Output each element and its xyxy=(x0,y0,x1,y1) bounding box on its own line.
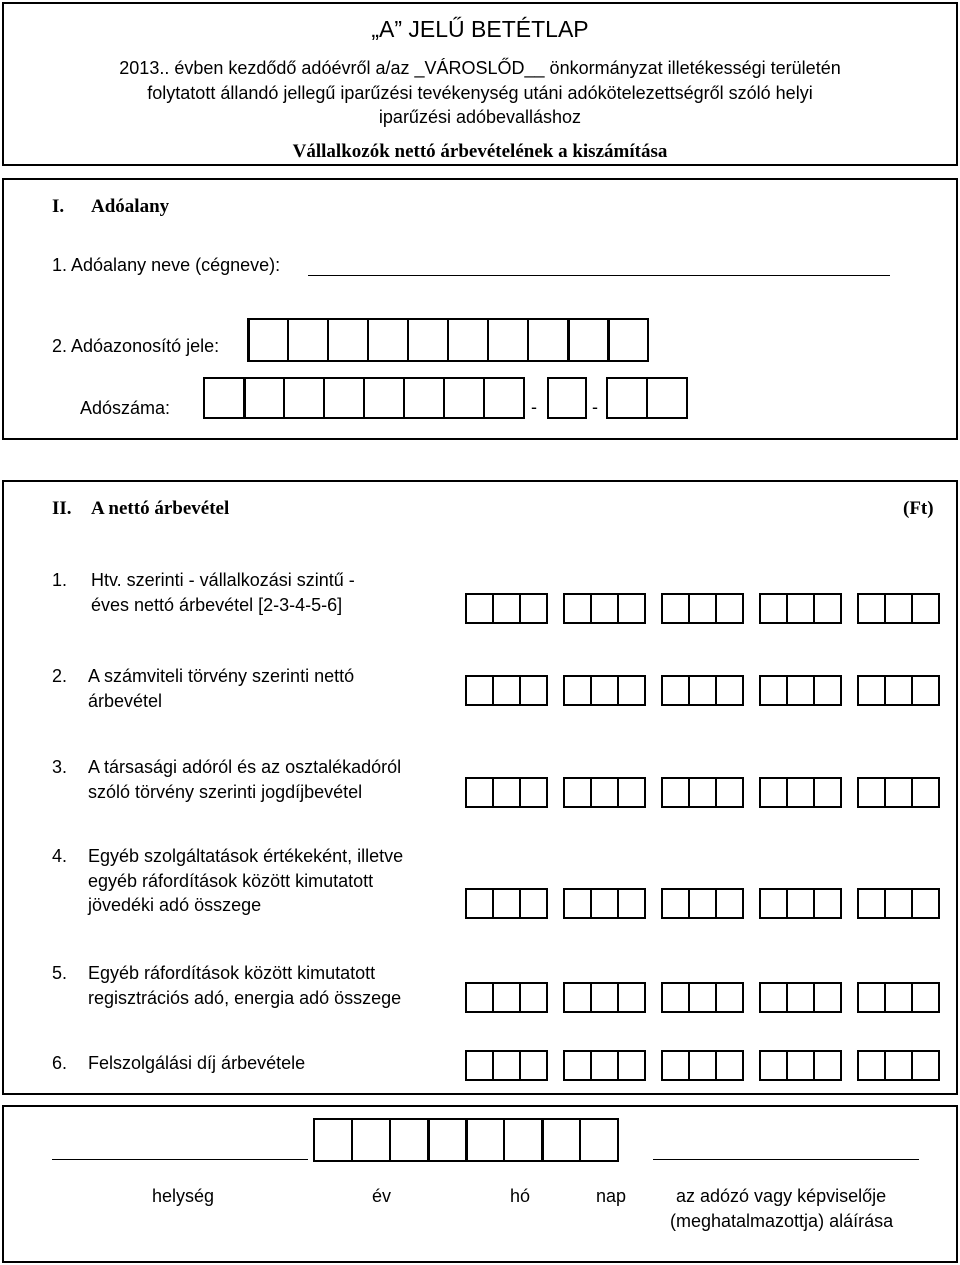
amount-digit-cell[interactable] xyxy=(465,777,494,808)
amount-digit-group[interactable] xyxy=(661,593,744,624)
amount-digit-cell[interactable] xyxy=(715,777,744,808)
item-label-line: szóló törvény szerinti jogdíjbevétel xyxy=(88,781,363,802)
amount-digit-cell[interactable] xyxy=(786,777,815,808)
amount-digit-cell[interactable] xyxy=(759,675,788,706)
amount-digit-group[interactable] xyxy=(465,982,548,1013)
amount-digit-cell[interactable] xyxy=(857,593,886,624)
tax-number-dash-1: - xyxy=(531,397,537,417)
day-label: nap xyxy=(596,1186,627,1206)
amount-digit-cell[interactable] xyxy=(590,777,619,808)
tax-number-cell[interactable] xyxy=(283,377,325,419)
amount-digit-cell[interactable] xyxy=(519,982,548,1013)
amount-digit-group[interactable] xyxy=(661,1050,744,1081)
amount-digit-cell[interactable] xyxy=(688,675,717,706)
amount-digit-cell[interactable] xyxy=(884,1050,913,1081)
amount-digit-cell[interactable] xyxy=(813,982,842,1013)
section-ii-title: A nettó árbevétel xyxy=(91,498,230,519)
amount-digit-cell[interactable] xyxy=(661,777,690,808)
amount-digit-cell[interactable] xyxy=(857,675,886,706)
section-i-number: I. xyxy=(52,196,65,217)
item-label-line: Egyéb szolgáltatások értékeként, illetve xyxy=(88,846,404,866)
date-cell[interactable] xyxy=(503,1118,543,1162)
amount-digit-cell[interactable] xyxy=(813,777,842,808)
tax-id-cell[interactable] xyxy=(367,318,409,362)
tax-number-dash-2: - xyxy=(592,397,598,417)
tax-id-label: 2. Adóazonosító jele: xyxy=(52,336,220,356)
amount-digit-group[interactable] xyxy=(857,593,940,624)
amount-digit-cell[interactable] xyxy=(759,593,788,624)
date-cell[interactable] xyxy=(427,1118,467,1162)
amount-digit-cell[interactable] xyxy=(519,593,548,624)
year-label: év xyxy=(372,1186,392,1206)
item-label-line: egyéb ráfordítások között kimutatott xyxy=(88,870,374,891)
date-field[interactable] xyxy=(313,1118,619,1162)
amount-digit-group[interactable] xyxy=(857,777,940,808)
tax-id-cell[interactable] xyxy=(447,318,489,362)
amount-digit-group[interactable] xyxy=(857,675,940,706)
amount-digit-cell[interactable] xyxy=(911,982,940,1013)
tax-number-cell[interactable] xyxy=(483,377,525,419)
item-label-line: árbevétel xyxy=(88,690,163,711)
amount-digit-cell[interactable] xyxy=(563,675,592,706)
form-subtitle: Vállalkozók nettó árbevételének a kiszámítása xyxy=(292,141,668,162)
amount-digit-group[interactable] xyxy=(563,888,646,919)
tax-id-field[interactable] xyxy=(247,318,649,362)
date-cell[interactable] xyxy=(389,1118,429,1162)
tax-number-cell[interactable] xyxy=(203,377,245,419)
amount-digit-cell[interactable] xyxy=(563,593,592,624)
amount-digit-cell[interactable] xyxy=(590,593,619,624)
month-label: hó xyxy=(510,1186,531,1206)
item-label-line: éves nettó árbevétel [2-3-4-5-6] xyxy=(91,594,343,615)
amount-digit-cell[interactable] xyxy=(519,1050,548,1081)
amount-digit-cell[interactable] xyxy=(688,1050,717,1081)
tax-number-cell[interactable] xyxy=(606,377,648,419)
amount-digit-cell[interactable] xyxy=(617,982,646,1013)
item-number: 4. xyxy=(52,846,68,866)
amount-digit-cell[interactable] xyxy=(519,888,548,919)
tax-number-cell[interactable] xyxy=(403,377,445,419)
tax-id-cell[interactable] xyxy=(487,318,529,362)
amount-digit-group[interactable] xyxy=(465,593,548,624)
tax-id-cell[interactable] xyxy=(607,318,649,362)
tax-id-cell[interactable] xyxy=(407,318,449,362)
signature-label-2: (meghatalmazottja) aláírása xyxy=(670,1211,894,1231)
form-title: „A” JELŰ BETÉTLAP xyxy=(371,16,589,42)
tax-number-part-2[interactable] xyxy=(547,377,587,419)
amount-digit-cell[interactable] xyxy=(688,888,717,919)
section-ii-number: II. xyxy=(52,498,72,519)
amount-digit-cell[interactable] xyxy=(857,888,886,919)
amount-digit-cell[interactable] xyxy=(519,675,548,706)
amount-digit-cell[interactable] xyxy=(590,1050,619,1081)
amount-digit-group[interactable] xyxy=(563,777,646,808)
amount-digit-cell[interactable] xyxy=(465,888,494,919)
amount-digit-cell[interactable] xyxy=(884,777,913,808)
amount-digit-cell[interactable] xyxy=(661,888,690,919)
amount-digit-cell[interactable] xyxy=(786,593,815,624)
amount-digit-group[interactable] xyxy=(465,888,548,919)
amount-digit-group[interactable] xyxy=(661,888,744,919)
tax-id-cell[interactable] xyxy=(527,318,569,362)
amount-digit-group[interactable] xyxy=(563,1050,646,1081)
amount-digit-group[interactable] xyxy=(759,593,842,624)
tax-number-cell[interactable] xyxy=(547,377,587,419)
amount-digit-cell[interactable] xyxy=(813,675,842,706)
amount-digit-cell[interactable] xyxy=(759,982,788,1013)
item-label-line: Felszolgálási díj árbevétele xyxy=(88,1053,306,1073)
tax-number-part-3[interactable] xyxy=(606,377,688,419)
tax-number-part-1[interactable] xyxy=(203,377,525,419)
amount-digit-cell[interactable] xyxy=(465,593,494,624)
amount-digit-cell[interactable] xyxy=(492,888,521,919)
item-number: 5. xyxy=(52,963,68,983)
item-number: 6. xyxy=(52,1053,68,1073)
amount-digit-cell[interactable] xyxy=(857,1050,886,1081)
amount-digit-group[interactable] xyxy=(465,675,548,706)
amount-digit-cell[interactable] xyxy=(813,593,842,624)
amount-digit-cell[interactable] xyxy=(786,1050,815,1081)
amount-digit-group[interactable] xyxy=(563,675,646,706)
item-number: 1. xyxy=(52,570,68,590)
amount-digit-cell[interactable] xyxy=(759,888,788,919)
amount-digit-group[interactable] xyxy=(857,1050,940,1081)
amount-digit-cell[interactable] xyxy=(590,982,619,1013)
amount-digit-cell[interactable] xyxy=(563,777,592,808)
amount-digit-cell[interactable] xyxy=(884,675,913,706)
taxpayer-name-field[interactable] xyxy=(308,275,890,276)
amount-digit-cell[interactable] xyxy=(857,777,886,808)
amount-digit-cell[interactable] xyxy=(715,982,744,1013)
amount-digit-cell[interactable] xyxy=(759,777,788,808)
amount-digit-cell[interactable] xyxy=(911,777,940,808)
item-label-line: A számviteli törvény szerinti nettó xyxy=(88,666,355,686)
item-number: 2. xyxy=(52,666,68,686)
amount-digit-group[interactable] xyxy=(661,777,744,808)
amount-digit-cell[interactable] xyxy=(492,593,521,624)
amount-digit-cell[interactable] xyxy=(715,1050,744,1081)
amount-digit-cell[interactable] xyxy=(688,982,717,1013)
item-number: 3. xyxy=(52,757,68,777)
place-label: helység xyxy=(152,1186,215,1206)
amount-digit-group[interactable] xyxy=(465,777,548,808)
amount-digit-cell[interactable] xyxy=(590,888,619,919)
amount-digit-cell[interactable] xyxy=(911,888,940,919)
tax-id-cell[interactable] xyxy=(567,318,609,362)
amount-digit-cell[interactable] xyxy=(813,1050,842,1081)
taxpayer-name-label: 1. Adóalany neve (cégneve): xyxy=(52,255,281,275)
signature-field[interactable] xyxy=(653,1159,919,1160)
amount-digit-group[interactable] xyxy=(465,1050,548,1081)
amount-digit-cell[interactable] xyxy=(492,982,521,1013)
tax-number-cell[interactable] xyxy=(323,377,365,419)
amount-digit-group[interactable] xyxy=(661,982,744,1013)
amount-digit-cell[interactable] xyxy=(911,675,940,706)
tax-id-cell[interactable] xyxy=(247,318,289,362)
amount-digit-group[interactable] xyxy=(759,777,842,808)
amount-digit-cell[interactable] xyxy=(911,1050,940,1081)
tax-number-cell[interactable] xyxy=(243,377,285,419)
amount-digit-cell[interactable] xyxy=(465,1050,494,1081)
amount-digit-group[interactable] xyxy=(759,982,842,1013)
amount-digit-cell[interactable] xyxy=(884,593,913,624)
amount-digit-cell[interactable] xyxy=(715,675,744,706)
date-cell[interactable] xyxy=(313,1118,353,1162)
amount-digit-group[interactable] xyxy=(759,888,842,919)
amount-digit-cell[interactable] xyxy=(884,888,913,919)
amount-digit-group[interactable] xyxy=(661,675,744,706)
signature-label-1: az adózó vagy képviselője xyxy=(676,1186,887,1206)
amount-digit-cell[interactable] xyxy=(617,888,646,919)
tax-number-label: Adószáma: xyxy=(80,398,171,418)
amount-digit-cell[interactable] xyxy=(617,777,646,808)
amount-digit-cell[interactable] xyxy=(715,593,744,624)
amount-digit-cell[interactable] xyxy=(519,777,548,808)
date-cell[interactable] xyxy=(579,1118,619,1162)
section-i-title: Adóalany xyxy=(91,196,170,217)
amount-digit-group[interactable] xyxy=(563,982,646,1013)
amount-digit-cell[interactable] xyxy=(563,982,592,1013)
date-cell[interactable] xyxy=(465,1118,505,1162)
amount-digit-cell[interactable] xyxy=(661,593,690,624)
amount-digit-cell[interactable] xyxy=(661,675,690,706)
amount-digit-cell[interactable] xyxy=(786,888,815,919)
amount-digit-cell[interactable] xyxy=(857,982,886,1013)
item-label-line: regisztrációs adó, energia adó összege xyxy=(88,987,402,1008)
amount-digit-cell[interactable] xyxy=(786,675,815,706)
amount-digit-cell[interactable] xyxy=(688,593,717,624)
amount-digit-cell[interactable] xyxy=(492,777,521,808)
amount-digit-cell[interactable] xyxy=(590,675,619,706)
item-label-line: Egyéb ráfordítások között kimutatott xyxy=(88,963,376,983)
amount-digit-cell[interactable] xyxy=(661,982,690,1013)
amount-digit-group[interactable] xyxy=(759,675,842,706)
amount-digit-cell[interactable] xyxy=(617,593,646,624)
header-line-2: folytatott állandó jellegű iparűzési tevékenység utáni adókötelezettségről szóló helyi xyxy=(147,83,813,103)
header-line-3: iparűzési adóbevalláshoz xyxy=(378,107,582,127)
amount-digit-cell[interactable] xyxy=(617,675,646,706)
header-line-1: 2013.. évben kezdődő adóévről a/az _VÁROSLŐD__ önkormányzat illetékességi területén xyxy=(119,58,841,78)
amount-digit-cell[interactable] xyxy=(617,1050,646,1081)
amount-digit-group[interactable] xyxy=(759,1050,842,1081)
amount-digit-cell[interactable] xyxy=(661,1050,690,1081)
amount-digit-cell[interactable] xyxy=(492,1050,521,1081)
amount-digit-cell[interactable] xyxy=(563,1050,592,1081)
item-label-line: Htv. szerinti - vállalkozási szintű - xyxy=(91,570,355,590)
amount-digit-group[interactable] xyxy=(857,888,940,919)
place-field[interactable] xyxy=(52,1159,308,1160)
amount-digit-cell[interactable] xyxy=(813,888,842,919)
item-label-line: A társasági adóról és az osztalékadóról xyxy=(88,757,402,777)
date-cell[interactable] xyxy=(351,1118,391,1162)
tax-id-cell[interactable] xyxy=(287,318,329,362)
amount-digit-cell[interactable] xyxy=(884,982,913,1013)
currency-unit: (Ft) xyxy=(903,498,934,519)
amount-digit-cell[interactable] xyxy=(759,1050,788,1081)
amount-digit-cell[interactable] xyxy=(715,888,744,919)
amount-digit-cell[interactable] xyxy=(688,777,717,808)
amount-digit-group[interactable] xyxy=(563,593,646,624)
amount-digit-cell[interactable] xyxy=(492,675,521,706)
item-label-line: jövedéki adó összege xyxy=(88,895,262,915)
tax-id-cell[interactable] xyxy=(327,318,369,362)
amount-digit-cell[interactable] xyxy=(911,593,940,624)
tax-number-cell[interactable] xyxy=(646,377,688,419)
amount-digit-group[interactable] xyxy=(857,982,940,1013)
amount-digit-cell[interactable] xyxy=(465,982,494,1013)
amount-digit-cell[interactable] xyxy=(786,982,815,1013)
date-cell[interactable] xyxy=(541,1118,581,1162)
tax-number-cell[interactable] xyxy=(443,377,485,419)
tax-number-cell[interactable] xyxy=(363,377,405,419)
amount-digit-cell[interactable] xyxy=(465,675,494,706)
amount-digit-cell[interactable] xyxy=(563,888,592,919)
